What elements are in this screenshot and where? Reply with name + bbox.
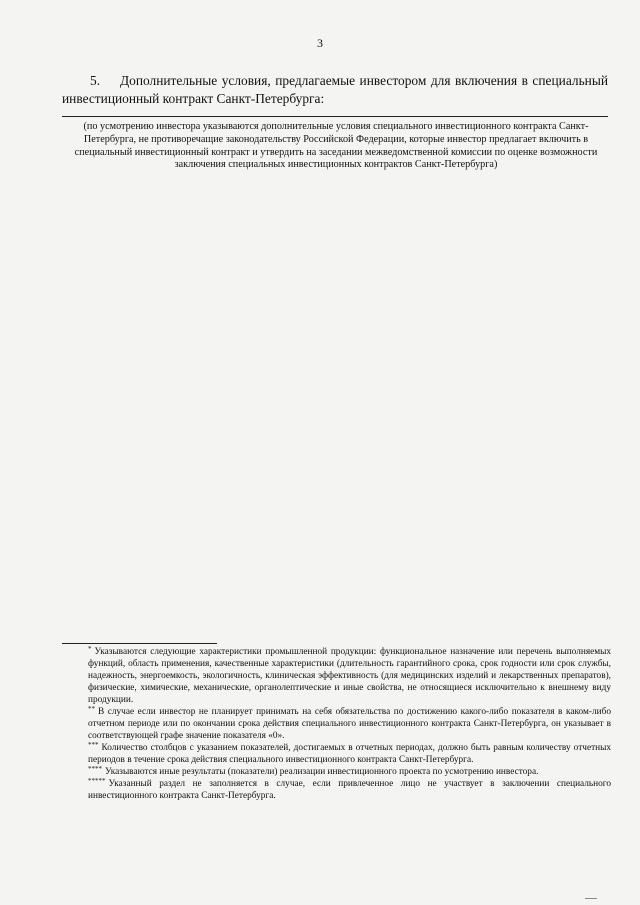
footnote-text: Количество столбцов с указанием показателей, достигаемых в отчетных периодах, должно быть равным количеству отчетных периодов в течение срока действия специального инвестиционного контракта Санкт-Петербурга. (88, 743, 611, 765)
page-number: 3 (317, 36, 323, 50)
footnote-4 (62, 766, 611, 778)
footnotes (62, 646, 611, 802)
fill-in-line (62, 116, 608, 117)
section-5 (62, 72, 608, 108)
footnote-marker: **** (88, 765, 102, 773)
fill-in-hint: (по усмотрению инвестора указываются дополнительные условия специального инвестиционного контракта Санкт-Петербурга, не противоречащие законодательству Российской Федерации, которые инвестор предлагает включить в специальный инвестиционный контракт и утвердить на заседании межведомственной комиссии по оценке возможности заключения специальных инвестиционных контрактов Санкт-Петербурга) (74, 121, 598, 171)
footnote-3 (62, 742, 611, 766)
footnote-separator (62, 643, 217, 644)
footnote-5 (62, 778, 611, 802)
footnote-2 (62, 706, 611, 742)
footnote-marker: ***** (88, 777, 106, 785)
section-number: 5. (90, 73, 101, 88)
footnote-marker: * (88, 645, 92, 653)
footnote-marker: *** (88, 741, 99, 749)
footnote-text: В случае если инвестор не планирует принимать на себя обязательства по достижению какого-либо показателя в каком-либо отчетном периоде или по окончании срока действия специального инвестиционного контракта Санкт-Петербурга, он указывает в соответствующей графе значение показателя «0». (88, 707, 611, 741)
footnote-text: Указываются иные результаты (показатели) реализации инвестиционного проекта по усмотрению инвестора. (105, 767, 539, 777)
scan-mark (585, 898, 597, 899)
footnote-1 (62, 646, 611, 706)
footnote-marker: ** (88, 705, 95, 713)
footnote-text: Указанный раздел не заполняется в случае, если привлеченное лицо не участвует в заключении специального инвестиционного контракта Санкт-Петербурга. (88, 779, 611, 801)
section-text: Дополнительные условия, предлагаемые инвестором для включения в специальный инвестиционный контракт Санкт-Петербурга: (62, 73, 608, 106)
footnote-text: Указываются следующие характеристики промышленной продукции: функциональное назначение или перечень выполняемых функций, область применения, качественные характеристики (длительность гарантийного срока, срок годности или срок службы, надежность, энергоемкость, экологичность, клиническая эффективность (для медицинских изделий и лекарственных препаратов), физические, химические, механические, органолептические и иные свойства, не относящиеся исключительно к внешнему виду продукции. (88, 647, 611, 705)
